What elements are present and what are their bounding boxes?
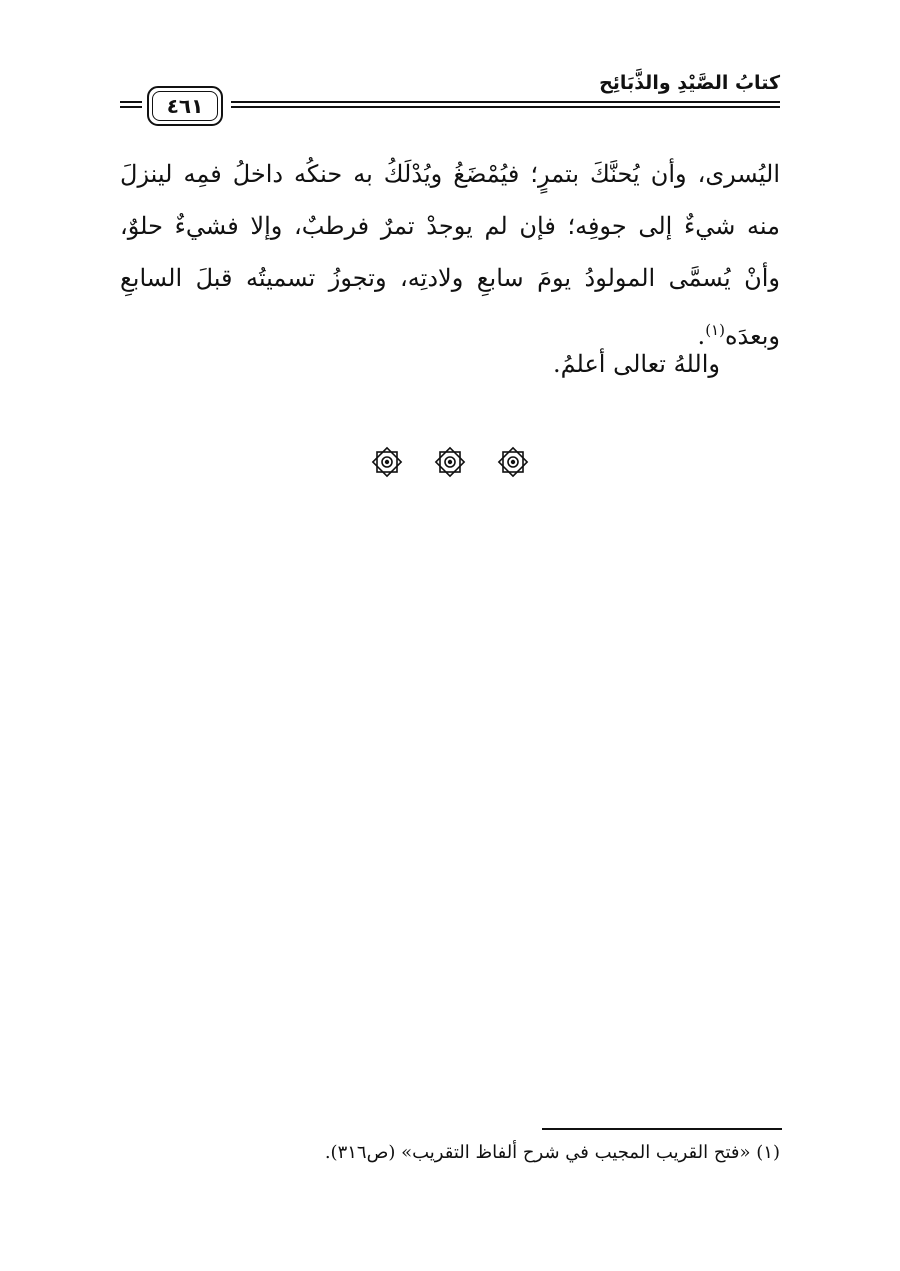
paragraph-line-3: وأنْ يُسمَّى المولودُ يومَ سابعِ ولادتِه، وتجوزُ تسميتُه قبلَ السابعِ xyxy=(120,264,780,292)
footnote xyxy=(325,1142,780,1163)
eight-point-star-ornament-icon xyxy=(433,445,467,479)
paragraph-line-2: منه شيءٌ إلى جوفِه؛ فإن لم يوجدْ تمرٌ فرطبٌ، وإلا فشيءٌ حلوٌ، xyxy=(120,212,780,240)
sentence-end: . xyxy=(697,322,706,350)
eight-point-star-ornament-icon xyxy=(370,445,404,479)
header-rule-left-top xyxy=(120,101,142,103)
footnote-marker: (١) xyxy=(756,1142,780,1163)
header-rule-right-bottom xyxy=(231,106,780,108)
main-paragraph xyxy=(120,148,780,362)
eight-point-star-ornament-icon xyxy=(496,445,530,479)
paragraph-line-1: اليُسرى، وأن يُحنَّكَ بتمرٍ؛ فيُمْضَغُ ويُدْلَكُ به حنكُه داخلُ فمِه لينزلَ xyxy=(120,160,780,188)
page-number: ٤٦١ xyxy=(152,91,218,121)
paragraph-line-4-text: وبعدَه xyxy=(724,322,780,350)
footnote-text: «فتح القريب المجيب في شرح ألفاظ التقريب» (ص٣١٦). xyxy=(324,1142,751,1163)
header-rule-left-bottom xyxy=(120,106,142,108)
footnote-separator xyxy=(542,1128,782,1130)
section-divider-ornaments xyxy=(370,442,530,482)
header-rule-right-top xyxy=(231,101,780,103)
chapter-title: كتابُ الصَّيْدِ والذَّبَائِح xyxy=(599,72,780,94)
footnote-reference: (١) xyxy=(705,321,725,339)
closing-phrase: واللهُ تعالى أعلمُ. xyxy=(552,350,720,378)
page-number-frame xyxy=(147,86,223,126)
